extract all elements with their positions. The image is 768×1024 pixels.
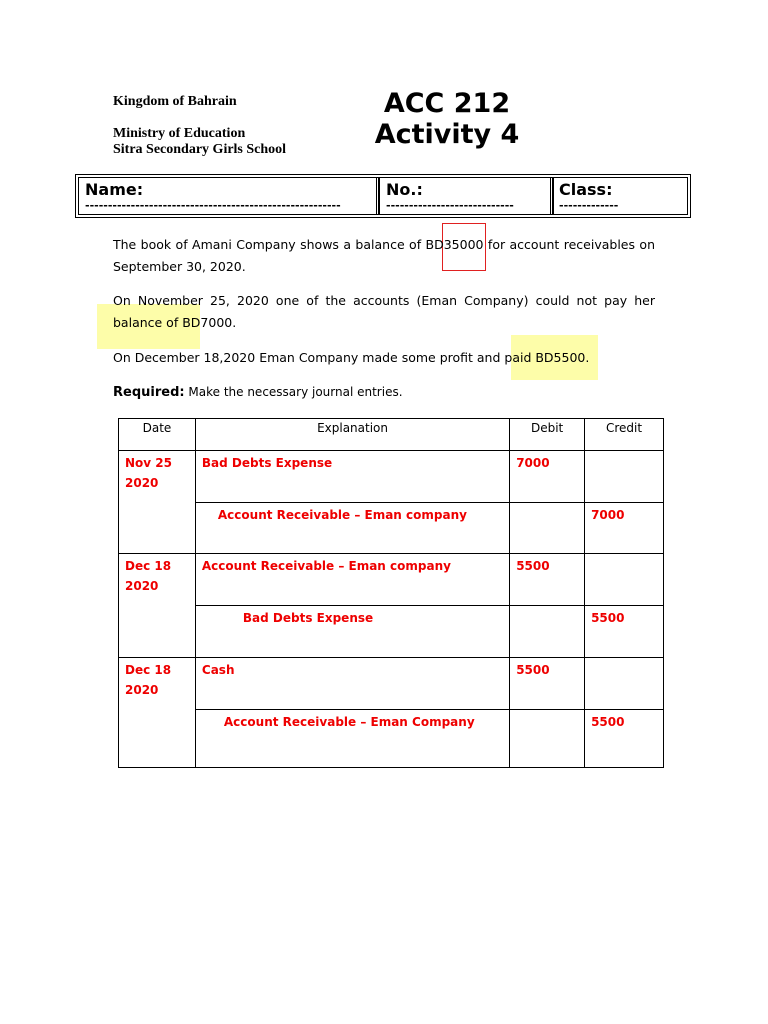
explanation-cell [195, 606, 509, 658]
date-line: Dec 18 [125, 559, 172, 573]
debit-cell [510, 658, 585, 710]
debit-amount: 5500 [516, 663, 550, 677]
name-blank: -------------------------------------------------------- [85, 200, 341, 211]
debit-account: Cash [201, 663, 235, 677]
paragraph-recovery: On December 18,2020 Eman Company made some profit and paid BD5500. [113, 350, 590, 365]
debit-cell [510, 606, 585, 658]
school-header [113, 94, 286, 158]
country-label: Kingdom of Bahrain [113, 94, 237, 109]
credit-account: Bad Debts Expense [242, 611, 374, 625]
date-year: 2020 [125, 476, 159, 490]
explanation-cell [195, 503, 509, 554]
credit-cell [585, 503, 664, 554]
table-row [119, 451, 664, 503]
student-info-box [75, 174, 691, 218]
number-field[interactable] [386, 180, 551, 216]
number-label: No.: [386, 180, 423, 199]
number-blank: ---------------------------- [386, 200, 514, 211]
credit-amount: 5500 [591, 611, 625, 625]
credit-amount: 5500 [591, 715, 625, 729]
activity-label: Activity 4 [374, 119, 520, 150]
required-label: Required: [113, 385, 185, 400]
debit-account: Bad Debts Expense [201, 456, 333, 470]
date-cell [119, 554, 196, 658]
header-debit: Debit [510, 419, 585, 451]
info-divider [376, 178, 380, 214]
course-code: ACC 212 [383, 88, 511, 119]
credit-cell [585, 606, 664, 658]
table-row [119, 554, 664, 606]
name-field[interactable] [85, 180, 375, 216]
ministry-label: Ministry of Education [113, 126, 246, 141]
debit-amount: 7000 [516, 456, 550, 470]
debit-cell [510, 503, 585, 554]
credit-cell [585, 451, 664, 503]
credit-cell [585, 710, 664, 768]
date-cell [119, 451, 196, 554]
debit-cell [510, 554, 585, 606]
paragraph-balance [113, 234, 655, 278]
explanation-cell [195, 554, 509, 606]
name-label: Name: [85, 180, 144, 199]
explanation-cell [195, 710, 509, 768]
required-text: Make the necessary journal entries. [184, 385, 403, 399]
class-label: Class: [559, 180, 613, 199]
required-instruction [113, 382, 403, 403]
balance-text-suffix: for account receivables on September 30, 2020. [113, 237, 655, 274]
document-title [372, 88, 522, 150]
credit-cell [585, 658, 664, 710]
debit-cell [510, 710, 585, 768]
explanation-cell [195, 658, 509, 710]
table-row [119, 503, 664, 554]
credit-account: Account Receivable – Eman Company [223, 715, 475, 729]
table-row [119, 606, 664, 658]
date-line: Dec 18 [125, 663, 172, 677]
balance-amount: 35000 [443, 237, 484, 252]
header-credit: Credit [585, 419, 664, 451]
date-line: Nov 25 [125, 456, 172, 470]
table-row [119, 658, 664, 710]
class-blank: ------------- [559, 200, 619, 211]
table-header-row [119, 419, 664, 451]
date-year: 2020 [125, 683, 159, 697]
balance-text-prefix: The book of Amani Company shows a balance of BD [113, 237, 444, 252]
header-date: Date [119, 419, 196, 451]
debit-cell [510, 451, 585, 503]
credit-account: Account Receivable – Eman company [217, 508, 467, 522]
date-year: 2020 [125, 579, 159, 593]
school-label: Sitra Secondary Girls School [113, 142, 287, 157]
credit-cell [585, 554, 664, 606]
explanation-cell [195, 451, 509, 503]
paragraph-write-off: On November 25, 2020 one of the accounts (Eman Company) could not pay her balance of BD7000. [113, 293, 655, 330]
date-cell [119, 658, 196, 768]
header-explanation: Explanation [195, 419, 509, 451]
class-field[interactable] [559, 180, 679, 216]
debit-amount: 5500 [516, 559, 550, 573]
debit-account: Account Receivable – Eman company [201, 559, 451, 573]
journal-table [118, 418, 664, 768]
credit-amount: 7000 [591, 508, 625, 522]
table-row [119, 710, 664, 768]
info-divider [550, 178, 554, 214]
